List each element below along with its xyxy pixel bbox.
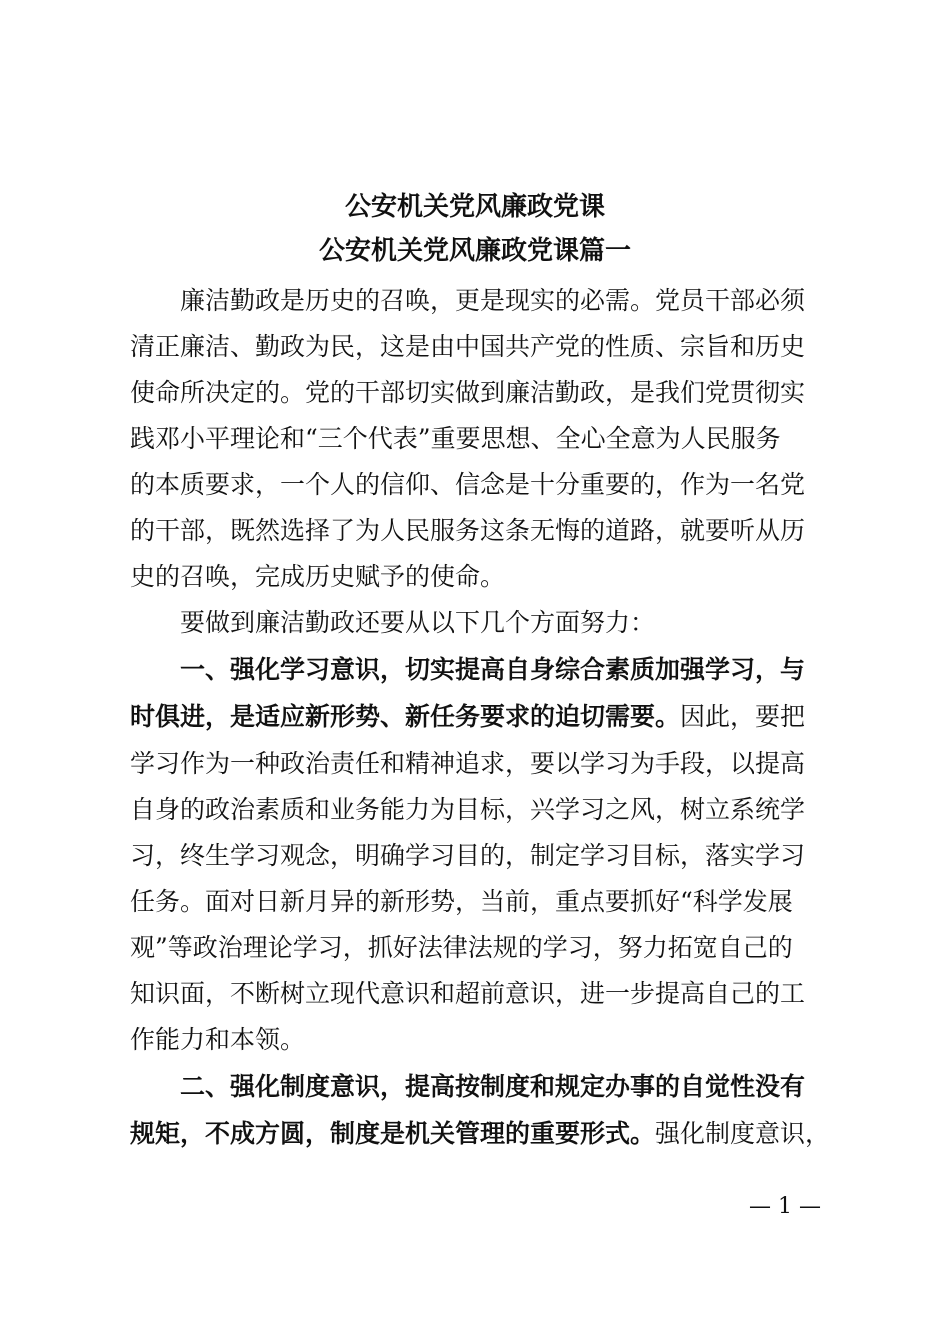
text-line bbox=[130, 700, 805, 734]
section-heading-line: 一、强化学习意识，切实提高自身综合素质加强学习，与 bbox=[180, 655, 806, 684]
text-line: 廉洁勤政是历史的召唤，更是现实的必需。党员干部必须 bbox=[180, 286, 806, 315]
section-heading-end: 规矩，不成方圆，制度是机关管理的重要形式。 bbox=[130, 1119, 656, 1148]
text-line: 自身的政治素质和业务能力为目标，兴学习之风，树立系统学 bbox=[130, 795, 806, 824]
text-line: 观”等政治理论学习，抓好法律法规的学习，努力拓宽自己的 bbox=[130, 933, 793, 962]
text-line: 学习作为一种政治责任和精神追求，要以学习为手段，以提高 bbox=[130, 749, 806, 778]
text-line: 要做到廉洁勤政还要从以下几个方面努力： bbox=[180, 608, 656, 637]
section-heading-line: 二、强化制度意识，提高按制度和规定办事的自觉性没有 bbox=[180, 1072, 806, 1101]
text-line: 的本质要求，一个人的信仰、信念是十分重要的，作为一名党 bbox=[130, 470, 806, 499]
text-line: 作能力和本领。 bbox=[130, 1025, 306, 1054]
page-number: — 1 — bbox=[749, 1194, 821, 1219]
text-segment: 强化制度意识， bbox=[655, 1119, 831, 1148]
text-line: 践邓小平理论和“三个代表”重要思想、全心全意为人民服务 bbox=[130, 424, 781, 453]
text-line: 史的召唤，完成历史赋予的使命。 bbox=[130, 562, 506, 591]
section-heading-end: 时俱进，是适应新形势、新任务要求的迫切需要。 bbox=[130, 702, 681, 731]
document-title: 公安机关党风廉政党课 bbox=[344, 192, 605, 222]
text-line: 清正廉洁、勤政为民，这是由中国共产党的性质、宗旨和历史 bbox=[130, 332, 806, 361]
document-subtitle: 公安机关党风廉政党课篇一 bbox=[318, 236, 631, 266]
text-line: 任务。面对日新月异的新形势，当前，重点要抓好“科学发展 bbox=[130, 887, 793, 916]
text-line: 习，终生学习观念，明确学习目的，制定学习目标，落实学习 bbox=[130, 841, 806, 870]
text-line bbox=[130, 1117, 830, 1151]
text-segment: 因此，要把 bbox=[680, 702, 806, 731]
text-line: 的干部，既然选择了为人民服务这条无悔的道路，就要听从历 bbox=[130, 516, 806, 545]
text-line: 知识面，不断树立现代意识和超前意识，进一步提高自己的工 bbox=[130, 979, 806, 1008]
text-line: 使命所决定的。党的干部切实做到廉洁勤政，是我们党贯彻实 bbox=[130, 378, 806, 407]
